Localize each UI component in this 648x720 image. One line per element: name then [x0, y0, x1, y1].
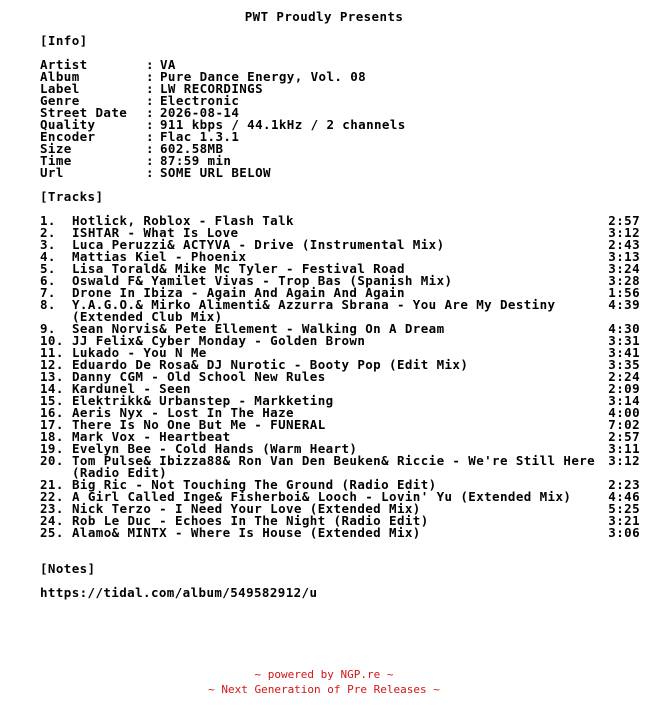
track-title: Big Ric - Not Touching The Ground (Radio Edit) [72, 477, 437, 492]
track-number: 8. [40, 297, 56, 312]
info-value: SOME URL BELOW [160, 165, 271, 180]
track-title: Mattias Kiel - Phoenix [72, 249, 247, 264]
track-title: Evelyn Bee - Cold Hands (Warm Heart) [72, 441, 358, 456]
info-value: 87:59 min [160, 153, 232, 168]
track-duration: 3:28 [608, 273, 640, 288]
track-title: Hotlick, Roblox - Flash Talk [72, 213, 294, 228]
track-duration: 7:02 [608, 417, 640, 432]
info-key: Encoder [40, 129, 96, 144]
track-number: 9. [40, 321, 56, 336]
track-number: 3. [40, 237, 56, 252]
track-title: Mark Vox - Heartbeat [72, 429, 231, 444]
track-number: 7. [40, 285, 56, 300]
info-key: Quality [40, 117, 96, 132]
track-duration: 3:12 [608, 453, 640, 468]
notes-url: https://tidal.com/album/549582912/u [40, 585, 318, 600]
info-key: Street Date [40, 105, 128, 120]
track-title: There Is No One But Me - FUNERAL [72, 417, 326, 432]
info-separator: : [146, 57, 154, 72]
track-number: 4. [40, 249, 56, 264]
track-number: 20. [40, 453, 64, 468]
track-number: 24. [40, 513, 64, 528]
track-title: Eduardo De Rosa& DJ Nurotic - Booty Pop (Edit Mix) [72, 357, 469, 372]
track-title: Alamo& MINTX - Where Is House (Extended Mix) [72, 525, 421, 540]
info-separator: : [146, 93, 154, 108]
track-title: Lisa Torald& Mike Mc Tyler - Festival Road [72, 261, 405, 276]
track-title: Luca Peruzzi& ACTYVA - Drive (Instrumental Mix) [72, 237, 445, 252]
info-separator: : [146, 117, 154, 132]
track-title: Danny CGM - Old School New Rules [72, 369, 326, 384]
info-separator: : [146, 129, 154, 144]
track-duration: 2:09 [608, 381, 640, 396]
track-duration: 1:56 [608, 285, 640, 300]
track-duration: 2:24 [608, 369, 640, 384]
track-number: 25. [40, 525, 64, 540]
info-key: Url [40, 165, 64, 180]
info-value: Electronic [160, 93, 240, 108]
track-duration: 2:57 [608, 429, 640, 444]
track-row [40, 527, 640, 539]
track-duration: 2:57 [608, 213, 640, 228]
track-duration: 4:46 [608, 489, 640, 504]
tracklist [40, 215, 640, 539]
track-title: Lukado - You N Me [72, 345, 207, 360]
info-value: Flac 1.3.1 [160, 129, 240, 144]
info-value: LW RECORDINGS [160, 81, 264, 96]
info-value: 2026-08-14 [160, 105, 240, 120]
track-number: 19. [40, 441, 64, 456]
track-duration: 3:31 [608, 333, 640, 348]
track-number: 10. [40, 333, 64, 348]
info-key: Time [40, 153, 72, 168]
track-duration: 3:41 [608, 345, 640, 360]
track-number: 5. [40, 261, 56, 276]
info-value: Pure Dance Energy, Vol. 08 [160, 69, 367, 84]
track-number: 22. [40, 489, 64, 504]
track-duration: 4:30 [608, 321, 640, 336]
info-heading: [Info] [40, 33, 88, 48]
track-title: Rob Le Duc - Echoes In The Night (Radio Edit) [72, 513, 429, 528]
track-number: 14. [40, 381, 64, 396]
track-number: 16. [40, 405, 64, 420]
track-number: 17. [40, 417, 64, 432]
track-title: Drone In Ibiza - Again And Again And Again [72, 285, 405, 300]
track-title: JJ Felix& Cyber Monday - Golden Brown [72, 333, 366, 348]
track-duration: 2:43 [608, 237, 640, 252]
track-row [40, 299, 640, 323]
track-duration: 3:21 [608, 513, 640, 528]
info-key: Genre [40, 93, 80, 108]
track-number: 23. [40, 501, 64, 516]
info-key: Album [40, 69, 80, 84]
track-number: 21. [40, 477, 64, 492]
info-key: Artist [40, 57, 88, 72]
track-title: Y.A.G.O.& Mirko Alimenti& Azzurra Sbrana - You Are My Destiny (Extended Club Mix) [72, 297, 556, 324]
track-title: Tom Pulse& Ibizza88& Ron Van Den Beuken& Riccie - We're Still Here (Radio Edit) [72, 453, 596, 480]
track-title: Elektrikk& Urbanstep - Markketing [72, 393, 334, 408]
info-value: 602.58MB [160, 141, 224, 156]
track-duration: 3:14 [608, 393, 640, 408]
track-duration: 3:35 [608, 357, 640, 372]
info-separator: : [146, 69, 154, 84]
info-key: Size [40, 141, 72, 156]
track-duration: 5:25 [608, 501, 640, 516]
track-title: Kardunel - Seen [72, 381, 191, 396]
track-number: 2. [40, 225, 56, 240]
track-number: 18. [40, 429, 64, 444]
notes-heading: [Notes] [40, 561, 96, 576]
page-title: PWT Proudly Presents [244, 9, 404, 24]
track-title: Oswald F& Yamilet Vivas - Trop Bas (Spanish Mix) [72, 273, 453, 288]
footer-powered-by: ~ powered by NGP.re ~ [254, 668, 394, 681]
info-separator: : [146, 165, 154, 180]
track-duration: 3:24 [608, 261, 640, 276]
info-separator: : [146, 105, 154, 120]
info-value: 911 kbps / 44.1kHz / 2 channels [160, 117, 406, 132]
info-key: Label [40, 81, 80, 96]
track-duration: 3:06 [608, 525, 640, 540]
info-row-url [40, 167, 406, 179]
track-duration: 4:00 [608, 405, 640, 420]
track-number: 11. [40, 345, 64, 360]
info-block [40, 59, 406, 179]
tracks-heading: [Tracks] [40, 189, 104, 204]
track-duration: 3:11 [608, 441, 640, 456]
info-separator: : [146, 153, 154, 168]
track-duration: 3:12 [608, 225, 640, 240]
track-number: 1. [40, 213, 56, 228]
track-number: 13. [40, 369, 64, 384]
info-separator: : [146, 81, 154, 96]
info-value: VA [160, 57, 176, 72]
track-number: 6. [40, 273, 56, 288]
track-title: Sean Norvis& Pete Ellement - Walking On A Dream [72, 321, 445, 336]
info-separator: : [146, 141, 154, 156]
track-number: 12. [40, 357, 64, 372]
track-title: Nick Terzo - I Need Your Love (Extended Mix) [72, 501, 421, 516]
track-title: A Girl Called Inge& Fisherboi& Looch - Lovin' Yu (Extended Mix) [72, 489, 572, 504]
track-duration: 3:13 [608, 249, 640, 264]
track-number: 15. [40, 393, 64, 408]
track-title: Aeris Nyx - Lost In The Haze [72, 405, 294, 420]
footer-tagline: ~ Next Generation of Pre Releases ~ [208, 683, 440, 696]
track-duration: 2:23 [608, 477, 640, 492]
track-row [40, 455, 640, 479]
track-duration: 4:39 [608, 297, 640, 312]
track-title: ISHTAR - What Is Love [72, 225, 239, 240]
